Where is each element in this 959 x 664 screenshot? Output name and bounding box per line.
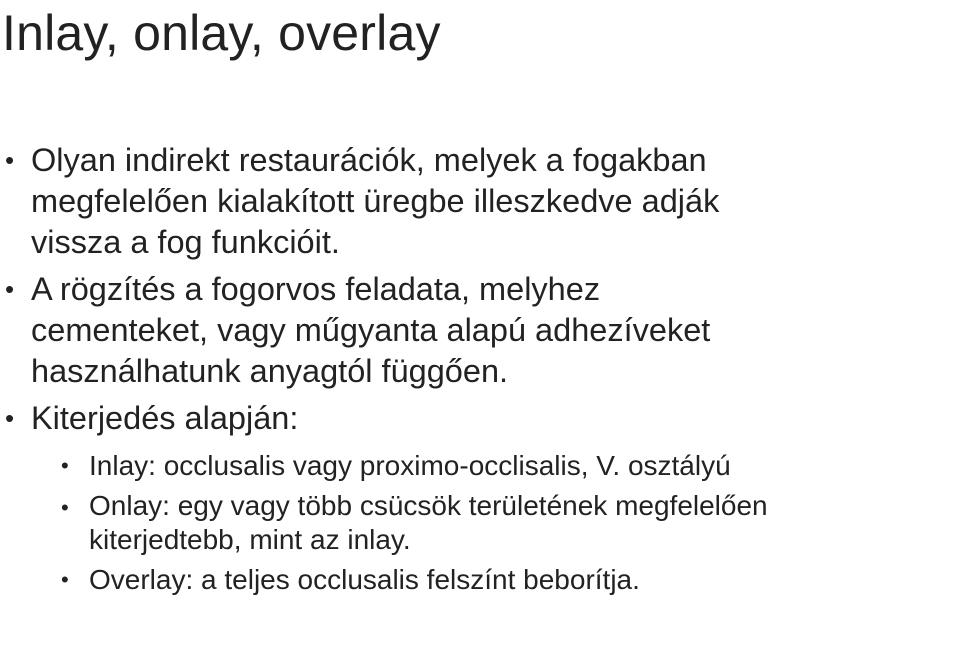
bullet-line: megfelelően kialakított üregbe illeszkedve adják bbox=[31, 183, 720, 219]
bullet-line: cementeket, vagy műgyanta alapú adhezíveket bbox=[31, 312, 711, 348]
bullet-icon: • bbox=[61, 567, 69, 592]
bullet-line: vissza a fog funkcióit. bbox=[31, 224, 340, 260]
bullet-icon: • bbox=[5, 403, 15, 433]
bullet-item bbox=[0, 269, 959, 392]
bullet-line: Overlay: a teljes occlusalis felszínt beborítja. bbox=[89, 564, 640, 595]
bullet-line: A rögzítés a fogorvos feladata, melyhez bbox=[31, 271, 601, 307]
bullet-icon: • bbox=[61, 495, 69, 520]
bullet-icon: • bbox=[5, 274, 15, 304]
bullet-line: Kiterjedés alapján: bbox=[31, 400, 299, 436]
sub-bullet-item bbox=[0, 489, 959, 557]
bullet-icon: • bbox=[61, 453, 69, 478]
sub-bullet-item bbox=[0, 447, 959, 485]
bullet-icon: • bbox=[5, 145, 15, 175]
bullet-list bbox=[0, 140, 959, 603]
bullet-line: Inlay: occlusalis vagy proximo-occlisalis, V. osztályú bbox=[89, 450, 731, 481]
slide-title: Inlay, onlay, overlay bbox=[2, 5, 441, 61]
bullet-line: Onlay: egy vagy több csücsök területének megfelelően bbox=[89, 490, 768, 521]
bullet-item bbox=[0, 140, 959, 263]
sub-bullet-item bbox=[0, 561, 959, 599]
bullet-item bbox=[0, 398, 959, 439]
bullet-line: kiterjedtebb, mint az inlay. bbox=[89, 524, 411, 555]
bullet-line: Olyan indirekt restaurációk, melyek a fogakban bbox=[31, 142, 707, 178]
bullet-line: használhatunk anyagtól függően. bbox=[31, 353, 509, 389]
